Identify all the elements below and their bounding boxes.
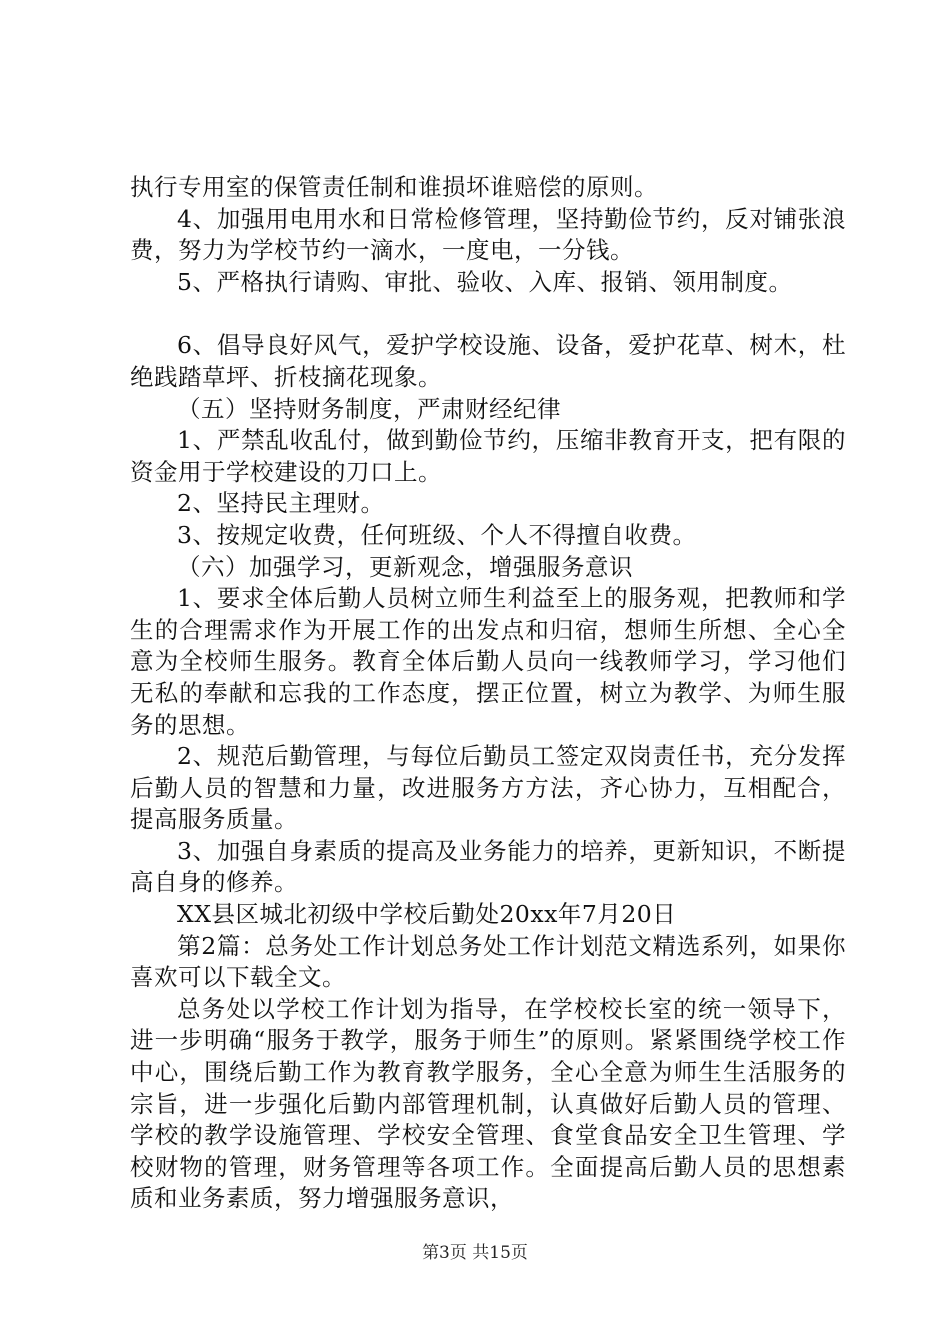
paragraph-learning-1: 1、要求全体后勤人员树立师生利益至上的服务观，把教师和学生的合理需求作为开展工作的出发点和归宿，想师生所想、全心全意为全校师生服务。教育全体后勤人员向一线教师学习，学习他们无私的奉献和忘我的工作态度，摆正位置，树立为教学、为师生服务的思想。 [130,584,846,739]
paragraph-learning-3: 3、加强自身素质的提高及业务能力的培养，更新知识，不断提高自身的修养。 [130,836,846,897]
section-heading-learning: （六）加强学习，更新观念，增强服务意识 [177,552,633,581]
paragraph-item-5-procurement: 5、严格执行请购、审批、验收、入库、报销、领用制度。 [177,267,793,296]
paragraph-general-affairs: 总务处以学校工作计划为指导，在学校校长室的统一领导下，进一步明确“服务于教学，服务于师生”的原则。紧紧围绕学校工作中心，围绕后勤工作为教育教学服务，全心全意为师生生活服务的宗旨，进一步强化后勤内部管理机制，认真做好后勤人员的管理、学校的教学设施管理、学校安全管理、食堂食品安全卫生管理、学校财物的管理，财务管理等各项工作。全面提高后勤人员的思想素质和业务素质，努力增强服务意识， [130,994,846,1213]
paragraph-item-4-utilities: 4、加强用电用水和日常检修管理，坚持勤俭节约，反对铺张浪费，努力为学校节约一滴水，一度电，一分钱。 [130,204,846,265]
paragraph-finance-1: 1、严禁乱收乱付，做到勤俭节约，压缩非教育开支，把有限的资金用于学校建设的刀口上。 [130,426,846,486]
paragraph-custody-principle: 执行专用室的保管责任制和谁损坏谁赔偿的原则。 [130,173,658,201]
paragraph-learning-2: 2、规范后勤管理，与每位后勤员工签定双岗责任书，充分发挥后勤人员的智慧和力量，改进服务方方法，齐心协力，互相配合，提高服务质量。 [130,742,846,834]
paragraph-item-6-facilities: 6、倡导良好风气，爱护学校设施、设备，爱护花草、树木，杜绝践踏草坪、折枝摘花现象。 [130,331,846,391]
paragraph-finance-3: 3、按规定收费，任何班级、个人不得擅自收费。 [177,520,697,549]
article-2-heading: 第2篇：总务处工作计划总务处工作计划范文精选系列，如果你喜欢可以下载全文。 [130,931,846,992]
section-heading-finance: （五）坚持财务制度，严肃财经纪律 [177,394,561,423]
document-body [130,172,846,1215]
paragraph-spacer [130,298,846,330]
page-number-footer: 第3页 共15页 [422,1243,528,1263]
signature-line: XX县区城北初级中学校后勤处20xx年7月20日 [177,900,677,929]
paragraph-finance-2: 2、坚持民主理财。 [177,489,385,518]
